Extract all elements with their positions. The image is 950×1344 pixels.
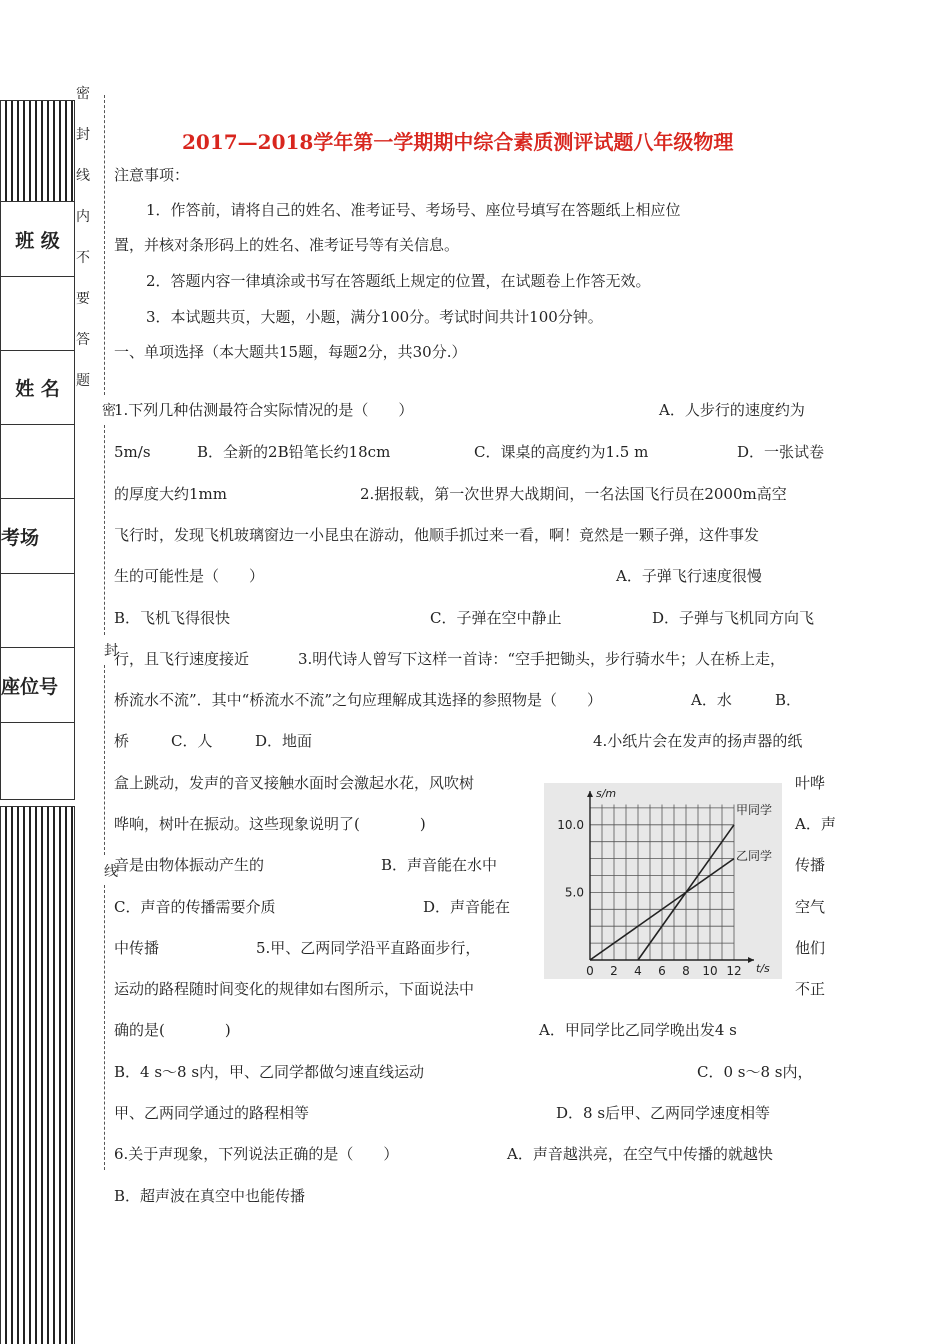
q4-stem: 4.小纸片会在发声的扬声器的纸 [593, 732, 803, 750]
q5-line-2: 运动的路程随时间变化的规律如右图所示，下面说法中 [114, 980, 475, 998]
exam-room-label: 考场 [0, 499, 75, 574]
notice-heading: 注意事项： [114, 166, 190, 184]
q3-line-2: 桥流水不流”．其中“桥流水不流”之句应理解成其选择的参照物是（ ） [114, 691, 603, 709]
q4-option-d-cont: 空气 [795, 898, 826, 916]
q3-option-d: D．地面 [255, 732, 313, 750]
seal-char: 题 [76, 373, 90, 389]
q5-line-3: 确的是( ) [114, 1021, 231, 1039]
binding-line [104, 425, 105, 635]
q4-line-3: 哗响，树叶在振动。这些现象说明了( ) [114, 815, 426, 833]
x-tick-label: 12 [726, 964, 742, 978]
q4-line-2-right: 叶哗 [795, 774, 826, 792]
x-tick-label: 0 [586, 964, 594, 978]
s-t-chart [544, 783, 782, 979]
exam-room-field [0, 574, 75, 648]
x-tick-label: 8 [682, 964, 690, 978]
q6-option-b: B．超声波在真空中也能传播 [114, 1187, 306, 1205]
x-tick-label: 10 [702, 964, 718, 978]
q6-stem: 6.关于声现象，下列说法正确的是（ ） [114, 1145, 399, 1163]
binding-strip-bottom [0, 806, 75, 1344]
class-field [0, 277, 75, 351]
y-tick-label: 5.0 [564, 885, 584, 900]
binding-line [104, 95, 105, 395]
x-tick-label: 2 [610, 964, 618, 978]
q5-stem-right: 他们 [795, 939, 826, 957]
q4-option-a-cont: 音是由物体振动产生的 [114, 856, 265, 874]
q1-option-d-cont: 的厚度大约1mm [114, 485, 227, 503]
q4-line-2: 盒上跳动，发声的音叉接触水面时会激起水花，风吹树 [114, 774, 475, 792]
seal-char: 线 [76, 168, 90, 184]
seal-char-feng: 封 [104, 643, 118, 659]
seal-char: 密 [76, 86, 90, 102]
notice-line-3: 2．答题内容一律填涂或书写在答题纸上规定的位置，在试题卷上作答无效。 [146, 272, 651, 290]
q2-line-3: 生的可能性是（ ） [114, 567, 265, 585]
q5-option-d: D．8 s后甲、乙两同学速度相等 [556, 1104, 771, 1122]
q4-option-c: C．声音的传播需要介质 [114, 898, 276, 916]
q6-option-a: A．声音越洪亮，在空气中传播的就越快 [507, 1145, 773, 1163]
seal-char: 要 [76, 291, 90, 307]
binding-line [104, 665, 105, 855]
q5-stem: 5.甲、乙两同学沿平直路面步行， [256, 939, 481, 957]
seal-char: 不 [76, 250, 90, 266]
q1-option-a: A．人步行的速度约为 [659, 401, 805, 419]
q5-option-b: B．4 s～8 s内，甲、乙同学都做匀速直线运动 [114, 1063, 425, 1081]
q3-option-c: C．人 [171, 732, 213, 750]
q4-option-d: D．声音能在 [423, 898, 511, 916]
q1-option-a-cont: 5m/s [114, 443, 151, 461]
q4-option-d-cont2: 中传播 [114, 939, 160, 957]
y-axis-arrow [587, 791, 593, 797]
q1-option-d: D．一张试卷 [737, 443, 825, 461]
legend-label-yi: 乙同学 [736, 848, 773, 863]
binding-strip-top [0, 100, 75, 202]
legend-label-jia: 甲同学 [736, 802, 773, 817]
seal-char: 内 [76, 209, 90, 225]
q4-option-b: B．声音能在水中 [381, 856, 498, 874]
q3-stem: 3.明代诗人曾写下这样一首诗：“空手把锄头，步行骑水牛；人在桥上走， [298, 650, 785, 668]
section-heading: 一、单项选择（本大题共15题，每题2分，共30分.） [114, 343, 467, 361]
q2-stem: 2.据报载，第一次世界大战期间，一名法国飞行员在2000m高空 [360, 485, 787, 503]
binding-line [104, 885, 105, 1170]
seat-label: 座位号 [0, 648, 75, 723]
name-label: 姓 名 [0, 351, 75, 425]
q3-option-b: B． [775, 691, 802, 709]
s-t-chart-svg [544, 783, 782, 979]
x-tick-label: 6 [658, 964, 666, 978]
q1-stem: 1.下列几种估测最符合实际情况的是（ ） [114, 401, 414, 419]
q4-option-a: A．声 [795, 815, 836, 833]
seal-char-xian: 线 [104, 864, 118, 880]
notice-line-2: 置，并核对条形码上的姓名、准考证号等有关信息。 [114, 236, 460, 254]
q1-option-c: C．课桌的高度约为1.5 m [474, 443, 649, 461]
seat-field [0, 723, 75, 800]
q3-option-b-cont: 桥 [114, 732, 130, 750]
seal-char-mi: 密 [102, 403, 116, 419]
seal-char: 封 [76, 127, 90, 143]
q5-option-a: A．甲同学比乙同学晚出发4 s [539, 1021, 737, 1039]
page-title: 2017—2018学年第一学期期中综合素质测评试题八年级物理 [182, 130, 734, 154]
class-label: 班 级 [0, 202, 75, 277]
q2-option-a: A．子弹飞行速度很慢 [616, 567, 762, 585]
q5-line-2-right: 不正 [795, 980, 826, 998]
seal-char: 答 [76, 332, 90, 348]
q1-option-b: B．全新的2B铅笔长约18cm [197, 443, 391, 461]
q5-option-c: C．0 s～8 s内， [697, 1063, 813, 1081]
x-axis-label: t/s [756, 962, 770, 975]
q5-option-c-cont: 甲、乙两同学通过的路程相等 [114, 1104, 310, 1122]
notice-line-1: 1．作答前，请将自己的姓名、准考证号、考场号、座位号填写在答题纸上相应位 [146, 201, 681, 219]
q3-option-a: A．水 [691, 691, 732, 709]
q4-option-b-cont: 传播 [795, 856, 826, 874]
name-field [0, 425, 75, 499]
q2-line-2: 飞行时，发现飞机玻璃窗边一小昆虫在游动，他顺手抓过来一看，啊！竟然是一颗子弹，这件事发 [114, 526, 760, 544]
x-axis-arrow [748, 957, 754, 963]
y-axis-label: s/m [596, 787, 617, 800]
y-tick-label: 10.0 [557, 817, 584, 832]
q2-option-c: C．子弹在空中静止 [430, 609, 562, 627]
q2-option-d: D．子弹与飞机同方向飞 [652, 609, 815, 627]
q2-option-b: B．飞机飞得很快 [114, 609, 231, 627]
seal-text [74, 84, 92, 391]
notice-line-4: 3．本试题共页，大题，小题，满分100分。考试时间共计100分钟。 [146, 308, 603, 326]
q2-option-d-cont: 行，且飞行速度接近 [114, 650, 250, 668]
x-tick-label: 4 [634, 964, 642, 978]
